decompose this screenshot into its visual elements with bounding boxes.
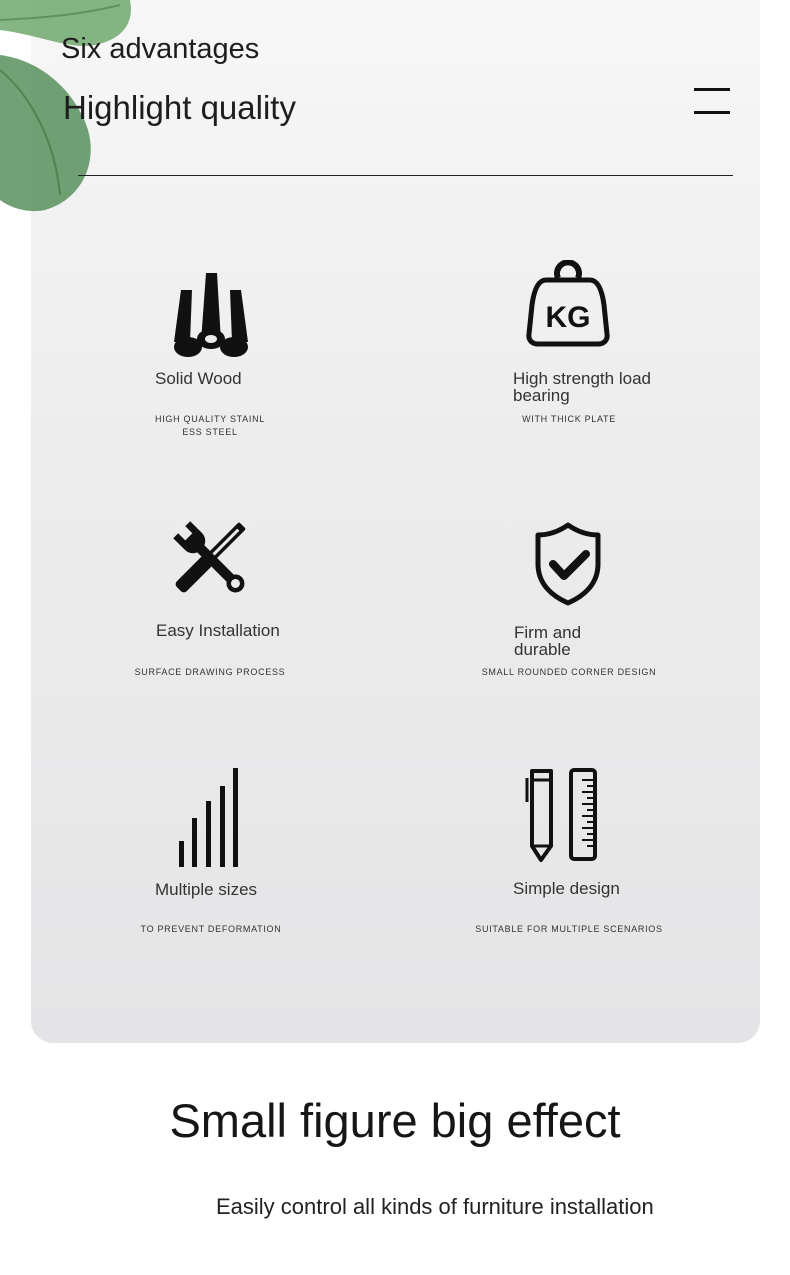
wood-logs-icon <box>168 270 254 360</box>
kg-weight-icon <box>526 260 610 348</box>
feature-title: Multiple sizes <box>155 880 258 899</box>
feature-title-line: Firm and <box>514 623 582 642</box>
tools-icon <box>168 516 252 600</box>
svg-text:KG: KG <box>545 301 591 334</box>
feature-subtitle: SUITABLE FOR MULTIPLE SCENARIOS <box>475 924 663 934</box>
feature-subtitle-line: ESS STEEL <box>182 427 238 437</box>
feature-title: Simple design <box>513 879 620 898</box>
feature-subtitle-line: HIGH QUALITY STAINL <box>155 414 265 424</box>
pen-ruler-icon <box>524 766 598 864</box>
feature-subtitle: SURFACE DRAWING PROCESS <box>134 667 286 677</box>
section-eyebrow: Six advantages <box>61 33 260 65</box>
feature-subtitle <box>140 413 280 439</box>
feature-title <box>514 624 581 658</box>
shield-check-icon <box>534 522 602 606</box>
feature-subtitle: WITH THICK PLATE <box>522 414 616 424</box>
size-bars-icon <box>178 766 240 868</box>
feature-title: Solid Wood <box>155 369 242 388</box>
feature-title: Easy Installation <box>156 621 280 640</box>
promo-title: Small figure big effect <box>169 1094 621 1147</box>
promo-tagline: Easily control all kinds of furniture installation <box>216 1194 654 1219</box>
feature-title-line: bearing <box>513 386 570 405</box>
menu-icon[interactable] <box>694 88 730 116</box>
divider <box>78 175 733 176</box>
section-heading: Highlight quality <box>63 89 296 126</box>
feature-title <box>513 370 651 404</box>
feature-title-line: High strength load <box>513 369 651 388</box>
feature-title-line: durable <box>514 640 571 659</box>
feature-subtitle: TO PREVENT DEFORMATION <box>140 924 282 934</box>
feature-subtitle: SMALL ROUNDED CORNER DESIGN <box>481 667 657 677</box>
